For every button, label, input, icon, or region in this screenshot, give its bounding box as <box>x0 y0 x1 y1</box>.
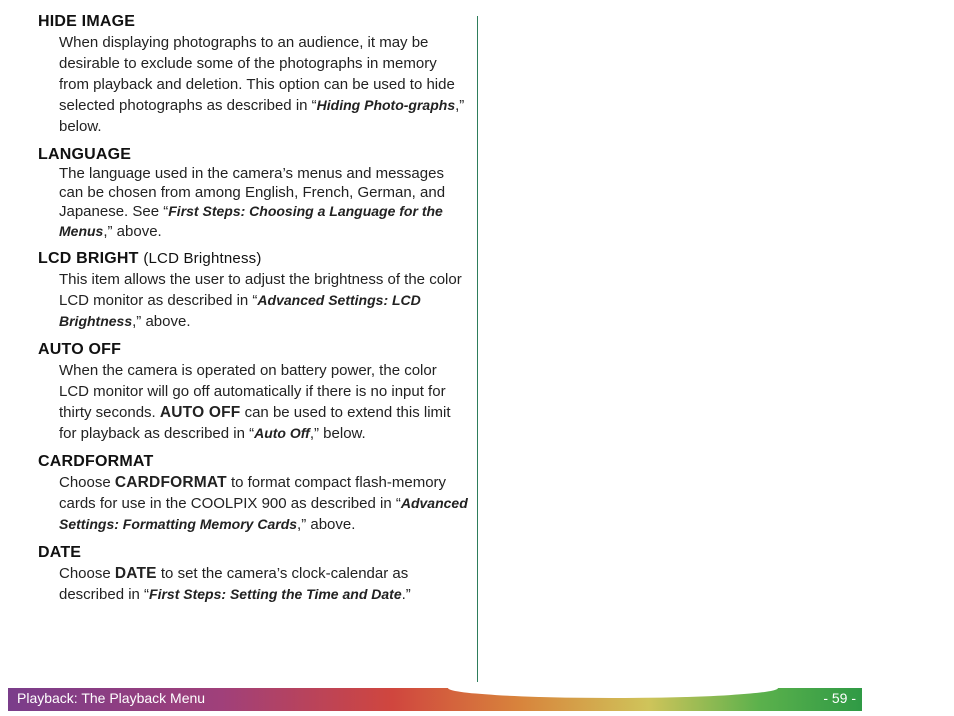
section-auto-off <box>38 340 470 444</box>
body-text: ,” below. <box>59 97 465 135</box>
body-text: The language used in the camera’s menus and messages can be chosen from among English, French, German, and Japanese. See “ <box>59 165 446 220</box>
heading-subtitle: (LCD Brightness) <box>143 250 262 267</box>
footer-section-title: Playback: The Playback Menu <box>17 690 206 706</box>
body-text: ,” above. <box>132 313 191 330</box>
body-text: .” <box>401 586 411 603</box>
menu-keyword: AUTO OFF <box>159 404 241 421</box>
body-text: This item allows the user to adjust the brightness of the color LCD monitor as described in “ <box>59 271 462 309</box>
cross-reference[interactable]: First Steps: Choosing a Language for the Menus <box>59 203 443 239</box>
section-cardformat <box>38 452 470 535</box>
cross-reference[interactable]: Auto Off <box>254 425 310 441</box>
footer-swoosh-decoration <box>448 688 778 698</box>
section-heading: LANGUAGE <box>38 146 132 163</box>
menu-keyword: DATE <box>114 565 157 582</box>
page-footer <box>8 688 862 711</box>
body-text: ,” below. <box>309 425 366 442</box>
section-body <box>59 269 470 332</box>
section-body <box>59 32 470 137</box>
section-heading: HIDE IMAGE <box>38 13 136 30</box>
body-text: ,” above. <box>103 222 162 240</box>
section-lcd-bright <box>38 249 470 332</box>
section-date <box>38 543 470 605</box>
body-text: When displaying photographs to an audience, it may be desirable to exclude some of the photographs in memory from playback and deletion. This option can be used to hide selected photographs as described in “ <box>59 34 455 114</box>
main-column <box>38 12 470 613</box>
body-text: When the camera is operated on battery power, the color LCD monitor will go off automatically if there is no input for thirty seconds. <box>59 362 446 421</box>
page-number: - 59 - <box>823 690 856 706</box>
section-heading: DATE <box>38 544 82 561</box>
body-text: Choose <box>59 565 115 582</box>
section-heading <box>38 249 470 269</box>
heading-text: LCD BRIGHT <box>38 250 139 267</box>
section-body <box>59 472 470 535</box>
body-text: to set the camera’s clock-calendar as described in “ <box>59 565 409 603</box>
section-heading: AUTO OFF <box>38 341 122 358</box>
body-text: ,” above. <box>297 516 356 533</box>
cross-reference[interactable]: Advanced Settings: LCD Brightness <box>59 292 421 329</box>
menu-keyword: CARDFORMAT <box>114 474 227 491</box>
column-divider <box>477 16 478 682</box>
section-body <box>59 563 470 605</box>
cross-reference[interactable]: Advanced Settings: Formatting Memory Cards <box>59 495 468 532</box>
body-text: Choose <box>59 474 115 491</box>
body-text: to format compact flash-memory cards for use in the COOLPIX 900 as described in “ <box>59 474 447 512</box>
body-text: can be used to extend this limit for playback as described in “ <box>59 404 451 442</box>
cross-reference[interactable]: Hiding Photo-graphs <box>316 97 456 113</box>
section-body <box>59 360 470 444</box>
section-heading: CARDFORMAT <box>38 453 154 470</box>
cross-reference[interactable]: First Steps: Setting the Time and Date <box>149 586 402 602</box>
section-hide-image <box>38 12 470 137</box>
section-body <box>59 165 470 241</box>
section-language <box>38 145 470 241</box>
